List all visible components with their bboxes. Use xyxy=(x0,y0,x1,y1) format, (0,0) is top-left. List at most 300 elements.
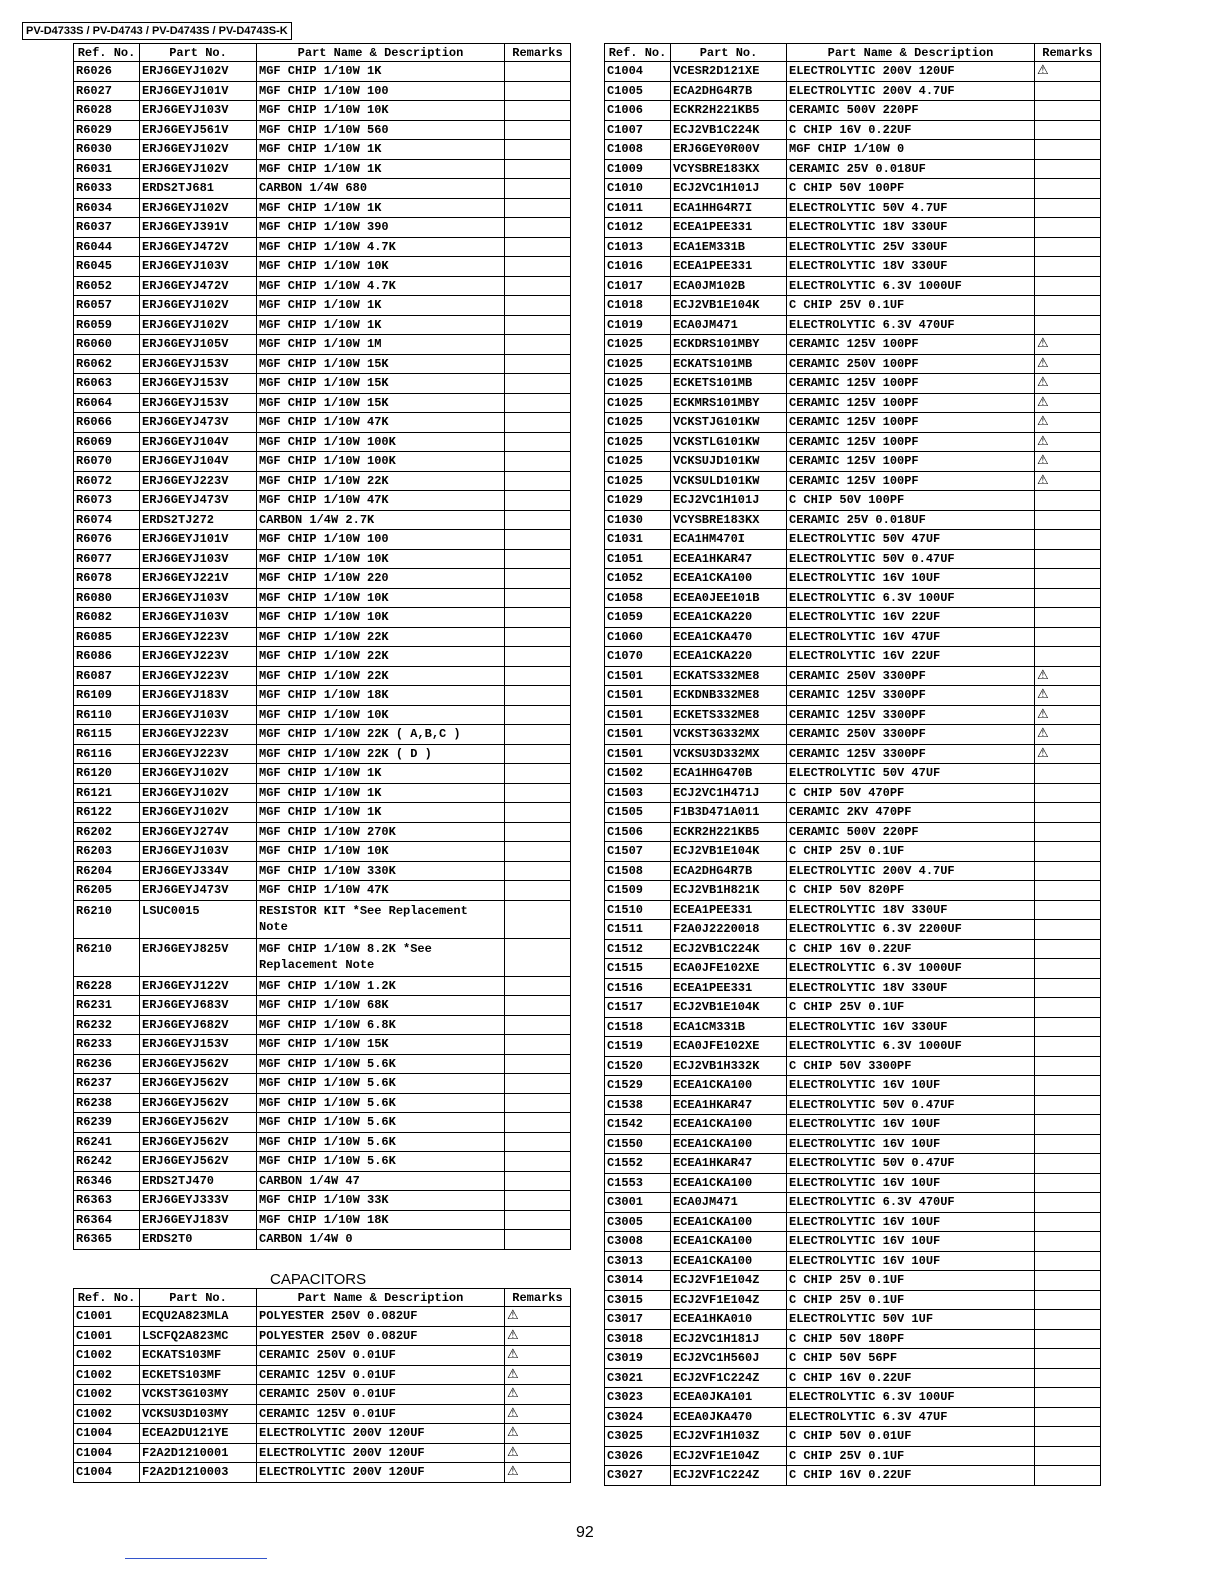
part-no-cell: ERJ6GEYJ103V xyxy=(140,705,257,725)
ref-no-cell: C3008 xyxy=(605,1232,671,1252)
remarks-cell xyxy=(1035,1076,1101,1096)
ref-no-cell: C3017 xyxy=(605,1310,671,1330)
remarks-cell xyxy=(505,608,571,628)
part-no-cell: ECEA1CKA220 xyxy=(671,647,787,667)
part-no-cell: ECA0JM102B xyxy=(671,276,787,296)
warning-icon: ⚠ xyxy=(505,1443,571,1463)
remarks-cell xyxy=(505,822,571,842)
warning-icon: ⚠ xyxy=(1035,471,1101,491)
remarks-cell xyxy=(505,900,571,938)
part-no-cell: ERJ6GEYJ103V xyxy=(140,549,257,569)
part-no-cell: ERJ6GEYJ183V xyxy=(140,686,257,706)
ref-no-cell: C1001 xyxy=(74,1307,140,1327)
part-no-cell: VCKSTJG101KW xyxy=(671,413,787,433)
part-no-cell: ECEA1PEE331 xyxy=(671,218,787,238)
part-no-cell: ECJ2VF1C224Z xyxy=(671,1368,787,1388)
description-cell: MGF CHIP 1/10W 4.7K xyxy=(257,276,505,296)
table-row xyxy=(605,920,1101,940)
remarks-header: Remarks xyxy=(505,44,571,62)
table-row xyxy=(605,803,1101,823)
part-no-cell: ERJ6GEYJ221V xyxy=(140,569,257,589)
remarks-cell xyxy=(1035,783,1101,803)
remarks-cell xyxy=(505,725,571,745)
table-row xyxy=(74,1074,571,1094)
table-row xyxy=(605,276,1101,296)
table-row xyxy=(74,120,571,140)
remarks-cell xyxy=(1035,842,1101,862)
ref-no-cell: C1553 xyxy=(605,1173,671,1193)
remarks-cell xyxy=(505,62,571,82)
description-cell: CERAMIC 125V 100PF xyxy=(787,413,1035,433)
part-no-cell: ECEA1CKA100 xyxy=(671,1251,787,1271)
part-no-cell: ECEA1CKA100 xyxy=(671,1232,787,1252)
warning-icon: ⚠ xyxy=(505,1307,571,1327)
remarks-cell xyxy=(1035,1310,1101,1330)
ref-no-cell: C1515 xyxy=(605,959,671,979)
description-cell: ELECTROLYTIC 18V 330UF xyxy=(787,978,1035,998)
ref-no-cell: C1501 xyxy=(605,705,671,725)
capacitor-table-left xyxy=(73,1288,571,1483)
table-row xyxy=(74,938,571,976)
remarks-cell xyxy=(1035,1232,1101,1252)
ref-no-cell: C1025 xyxy=(605,471,671,491)
part-no-cell: VCKST3G332MX xyxy=(671,725,787,745)
table-row xyxy=(605,179,1101,199)
ref-no-cell: C3005 xyxy=(605,1212,671,1232)
part-no-cell: ERJ6GEYJ101V xyxy=(140,81,257,101)
table-row xyxy=(605,608,1101,628)
ref-no-cell: R6027 xyxy=(74,81,140,101)
table-row xyxy=(605,1329,1101,1349)
part-no-cell: ECKATS103MF xyxy=(140,1346,257,1366)
remarks-cell xyxy=(505,179,571,199)
remarks-cell xyxy=(505,218,571,238)
part-no-cell: VCKSU3D332MX xyxy=(671,744,787,764)
part-no-cell: ECEA1CKA100 xyxy=(671,1115,787,1135)
description-cell: ELECTROLYTIC 200V 120UF xyxy=(787,62,1035,82)
part-no-cell: ECEA1PEE331 xyxy=(671,900,787,920)
ref-no-cell: C1552 xyxy=(605,1154,671,1174)
remarks-cell xyxy=(505,705,571,725)
ref-no-cell: C3015 xyxy=(605,1290,671,1310)
part-no-cell: ECKETS332ME8 xyxy=(671,705,787,725)
part-no-cell: VCKSU3D103MY xyxy=(140,1404,257,1424)
warning-icon: ⚠ xyxy=(1035,666,1101,686)
ref-no-cell: C1060 xyxy=(605,627,671,647)
part-no-cell: ECQU2A823MLA xyxy=(140,1307,257,1327)
table-row xyxy=(74,1463,571,1483)
ref-no-cell: R6237 xyxy=(74,1074,140,1094)
part-no-cell: ECKATS332ME8 xyxy=(671,666,787,686)
ref-no-cell: R6228 xyxy=(74,976,140,996)
warning-icon: ⚠ xyxy=(1035,413,1101,433)
ref-no-cell: C1001 xyxy=(74,1326,140,1346)
description-cell: MGF CHIP 1/10W 15K xyxy=(257,374,505,394)
part-no-cell: VCKSULD101KW xyxy=(671,471,787,491)
remarks-cell xyxy=(505,569,571,589)
table-row xyxy=(605,1076,1101,1096)
table-row xyxy=(74,666,571,686)
part-no-cell: ERJ6GEYJ223V xyxy=(140,744,257,764)
table-row xyxy=(605,725,1101,745)
table-row xyxy=(605,1017,1101,1037)
table-row xyxy=(74,491,571,511)
remarks-cell xyxy=(505,315,571,335)
part-no-cell: ERJ6GEYJ102V xyxy=(140,140,257,160)
part-no-cell: ECJ2VF1E104Z xyxy=(671,1290,787,1310)
description-cell: ELECTROLYTIC 200V 4.7UF xyxy=(787,861,1035,881)
description-cell: MGF CHIP 1/10W 1M xyxy=(257,335,505,355)
page-number: 92 xyxy=(576,1524,594,1541)
remarks-cell xyxy=(1035,179,1101,199)
part-no-cell: ECA0JFE102XE xyxy=(671,1037,787,1057)
part-no-cell: ERJ6GEYJ472V xyxy=(140,276,257,296)
description-cell: CERAMIC 250V 3300PF xyxy=(787,666,1035,686)
table-row xyxy=(605,900,1101,920)
ref-no-cell: R6231 xyxy=(74,996,140,1016)
part-no-cell: LSUC0015 xyxy=(140,900,257,938)
description-cell: ELECTROLYTIC 200V 120UF xyxy=(257,1443,505,1463)
table-row xyxy=(74,62,571,82)
ref-no-cell: R6037 xyxy=(74,218,140,238)
description-cell: ELECTROLYTIC 6.3V 470UF xyxy=(787,315,1035,335)
table-row xyxy=(74,647,571,667)
description-cell: CERAMIC 2KV 470PF xyxy=(787,803,1035,823)
description-cell: CERAMIC 25V 0.018UF xyxy=(787,510,1035,530)
description-cell: MGF CHIP 1/10W 1K xyxy=(257,803,505,823)
remarks-cell xyxy=(1035,1407,1101,1427)
table-row xyxy=(74,1152,571,1172)
part-no-cell: ECA0JFE102XE xyxy=(671,959,787,979)
remarks-cell xyxy=(505,976,571,996)
description-cell: ELECTROLYTIC 16V 330UF xyxy=(787,1017,1035,1037)
description-cell: C CHIP 25V 0.1UF xyxy=(787,296,1035,316)
description-cell: C CHIP 50V 100PF xyxy=(787,491,1035,511)
part-no-cell: ECEA1PEE331 xyxy=(671,257,787,277)
ref-no-cell: C1051 xyxy=(605,549,671,569)
description-cell: C CHIP 25V 0.1UF xyxy=(787,998,1035,1018)
remarks-cell xyxy=(1035,627,1101,647)
warning-icon: ⚠ xyxy=(505,1404,571,1424)
ref-no-cell: C1008 xyxy=(605,140,671,160)
remarks-cell xyxy=(505,413,571,433)
remarks-cell xyxy=(505,432,571,452)
remarks-cell xyxy=(1035,1037,1101,1057)
description-cell: ELECTROLYTIC 6.3V 100UF xyxy=(787,1388,1035,1408)
part-no-header: Part No. xyxy=(140,1289,257,1307)
description-cell: MGF CHIP 1/10W 47K xyxy=(257,413,505,433)
part-no-cell: ERJ6GEYJ153V xyxy=(140,354,257,374)
part-no-cell: ERJ6GEYJ223V xyxy=(140,471,257,491)
description-cell: ELECTROLYTIC 16V 10UF xyxy=(787,1212,1035,1232)
description-cell: ELECTROLYTIC 50V 1UF xyxy=(787,1310,1035,1330)
part-no-cell: ECJ2VF1E104Z xyxy=(671,1271,787,1291)
description-cell: MGF CHIP 1/10W 8.2K *See Replacement Note xyxy=(257,938,505,976)
table-row xyxy=(605,1173,1101,1193)
remarks-cell xyxy=(1035,920,1101,940)
warning-icon: ⚠ xyxy=(1035,374,1101,394)
description-cell: MGF CHIP 1/10W 15K xyxy=(257,393,505,413)
remarks-cell xyxy=(1035,569,1101,589)
table-row xyxy=(605,881,1101,901)
table-row xyxy=(605,198,1101,218)
ref-no-cell: C3014 xyxy=(605,1271,671,1291)
table-row xyxy=(605,1310,1101,1330)
part-no-cell: ECA1CM331B xyxy=(671,1017,787,1037)
remarks-cell xyxy=(1035,140,1101,160)
part-no-cell: ERJ6GEYJ102V xyxy=(140,159,257,179)
warning-icon: ⚠ xyxy=(1035,335,1101,355)
warning-icon: ⚠ xyxy=(505,1346,571,1366)
table-row xyxy=(74,374,571,394)
description-cell: MGF CHIP 1/10W 1K xyxy=(257,764,505,784)
remarks-cell xyxy=(1035,1388,1101,1408)
description-cell: MGF CHIP 1/10W 1K xyxy=(257,315,505,335)
ref-no-cell: R6072 xyxy=(74,471,140,491)
table-header-row xyxy=(74,44,571,62)
table-row xyxy=(74,569,571,589)
table-row xyxy=(74,783,571,803)
ref-no-cell: C1010 xyxy=(605,179,671,199)
part-no-cell: LSCFQ2A823MC xyxy=(140,1326,257,1346)
description-cell: ELECTROLYTIC 16V 10UF xyxy=(787,1232,1035,1252)
description-cell: MGF CHIP 1/10W 10K xyxy=(257,705,505,725)
part-no-cell: ERJ6GEYJ103V xyxy=(140,608,257,628)
description-cell: ELECTROLYTIC 200V 120UF xyxy=(257,1424,505,1444)
remarks-cell xyxy=(505,530,571,550)
part-no-cell: ERJ6GEYJ153V xyxy=(140,393,257,413)
ref-no-cell: C1025 xyxy=(605,413,671,433)
table-row xyxy=(605,686,1101,706)
part-no-cell: ECKR2H221KB5 xyxy=(671,822,787,842)
part-no-cell: ECJ2VB1C224K xyxy=(671,120,787,140)
table-row xyxy=(605,101,1101,121)
description-cell: ELECTROLYTIC 16V 22UF xyxy=(787,647,1035,667)
description-cell: CERAMIC 125V 3300PF xyxy=(787,686,1035,706)
part-no-cell: ERDS2T0 xyxy=(140,1230,257,1250)
table-row xyxy=(605,81,1101,101)
description-cell: CARBON 1/4W 0 xyxy=(257,1230,505,1250)
remarks-cell xyxy=(505,1035,571,1055)
remarks-cell xyxy=(1035,588,1101,608)
warning-icon: ⚠ xyxy=(505,1463,571,1483)
part-no-cell: ECEA0JEE101B xyxy=(671,588,787,608)
ref-no-header: Ref. No. xyxy=(605,44,671,62)
description-cell: MGF CHIP 1/10W 15K xyxy=(257,1035,505,1055)
ref-no-cell: R6115 xyxy=(74,725,140,745)
warning-icon: ⚠ xyxy=(1035,744,1101,764)
description-cell: MGF CHIP 1/10W 1K xyxy=(257,159,505,179)
part-no-cell: ECA2DHG4R7B xyxy=(671,81,787,101)
part-no-cell: ERJ6GEYJ153V xyxy=(140,374,257,394)
remarks-cell xyxy=(1035,959,1101,979)
ref-no-cell: C3019 xyxy=(605,1349,671,1369)
description-cell: MGF CHIP 1/10W 390 xyxy=(257,218,505,238)
description-cell: MGF CHIP 1/10W 560 xyxy=(257,120,505,140)
part-no-cell: ECEA1CKA220 xyxy=(671,608,787,628)
part-no-cell: ECEA1HKAR47 xyxy=(671,1154,787,1174)
part-no-cell: ERJ6GEYJ223V xyxy=(140,725,257,745)
part-no-cell: ECJ2VB1H332K xyxy=(671,1056,787,1076)
description-cell: MGF CHIP 1/10W 15K xyxy=(257,354,505,374)
warning-icon: ⚠ xyxy=(1035,354,1101,374)
ref-no-cell: R6080 xyxy=(74,588,140,608)
part-no-cell: ERJ6GEYJ102V xyxy=(140,803,257,823)
table-row xyxy=(74,1326,571,1346)
table-row xyxy=(605,374,1101,394)
table-row xyxy=(74,861,571,881)
part-no-cell: ERJ6GEYJ562V xyxy=(140,1152,257,1172)
description-cell: ELECTROLYTIC 6.3V 1000UF xyxy=(787,1037,1035,1057)
remarks-cell xyxy=(505,335,571,355)
warning-icon: ⚠ xyxy=(1035,452,1101,472)
description-cell: C CHIP 50V 3300PF xyxy=(787,1056,1035,1076)
table-row xyxy=(605,647,1101,667)
remarks-cell xyxy=(1035,1466,1101,1486)
part-no-cell: ECA1HM470I xyxy=(671,530,787,550)
remarks-cell xyxy=(505,1054,571,1074)
part-no-cell: ECEA1CKA100 xyxy=(671,1076,787,1096)
part-no-cell: VCKST3G103MY xyxy=(140,1385,257,1405)
table-row xyxy=(74,705,571,725)
table-row xyxy=(605,1290,1101,1310)
remarks-cell xyxy=(505,1132,571,1152)
table-row xyxy=(605,393,1101,413)
table-row xyxy=(605,939,1101,959)
part-no-cell: F2A2D1210003 xyxy=(140,1463,257,1483)
remarks-cell xyxy=(1035,881,1101,901)
table-row xyxy=(605,1368,1101,1388)
table-row xyxy=(74,179,571,199)
ref-no-cell: R6073 xyxy=(74,491,140,511)
ref-no-cell: C3023 xyxy=(605,1388,671,1408)
description-cell: ELECTROLYTIC 200V 120UF xyxy=(257,1463,505,1483)
ref-no-cell: C1025 xyxy=(605,432,671,452)
remarks-cell xyxy=(1035,1427,1101,1447)
part-no-cell: ERJ6GEYJ561V xyxy=(140,120,257,140)
description-cell: C CHIP 50V 180PF xyxy=(787,1329,1035,1349)
table-row xyxy=(605,257,1101,277)
part-no-cell: ERJ6GEYJ104V xyxy=(140,452,257,472)
table-row xyxy=(605,627,1101,647)
remarks-cell xyxy=(505,588,571,608)
description-cell: MGF CHIP 1/10W 5.6K xyxy=(257,1152,505,1172)
description-cell: MGF CHIP 1/10W 330K xyxy=(257,861,505,881)
ref-no-cell: R6070 xyxy=(74,452,140,472)
table-row xyxy=(605,432,1101,452)
description-cell: MGF CHIP 1/10W 1.2K xyxy=(257,976,505,996)
description-cell: MGF CHIP 1/10W 100 xyxy=(257,530,505,550)
ref-no-cell: C1011 xyxy=(605,198,671,218)
description-cell: C CHIP 50V 820PF xyxy=(787,881,1035,901)
remarks-cell xyxy=(505,627,571,647)
ref-no-cell: C1538 xyxy=(605,1095,671,1115)
remarks-cell xyxy=(1035,491,1101,511)
ref-no-cell: C1004 xyxy=(74,1463,140,1483)
part-no-cell: ECA1HHG470B xyxy=(671,764,787,784)
description-cell: MGF CHIP 1/10W 100K xyxy=(257,452,505,472)
remarks-cell xyxy=(505,744,571,764)
ref-no-cell: C1550 xyxy=(605,1134,671,1154)
ref-no-cell: R6363 xyxy=(74,1191,140,1211)
part-no-cell: ECJ2VC1H101J xyxy=(671,179,787,199)
table-row xyxy=(605,159,1101,179)
description-cell: MGF CHIP 1/10W 10K xyxy=(257,588,505,608)
description-cell: ELECTROLYTIC 16V 22UF xyxy=(787,608,1035,628)
remarks-cell xyxy=(1035,1095,1101,1115)
part-no-cell: VCESR2D121XE xyxy=(671,62,787,82)
part-no-cell: ECEA1CKA470 xyxy=(671,627,787,647)
warning-icon: ⚠ xyxy=(505,1385,571,1405)
part-no-cell: ERJ6GEYJ562V xyxy=(140,1093,257,1113)
description-cell: ELECTROLYTIC 50V 0.47UF xyxy=(787,1154,1035,1174)
ref-no-cell: C1005 xyxy=(605,81,671,101)
description-cell: CERAMIC 250V 100PF xyxy=(787,354,1035,374)
description-cell: MGF CHIP 1/10W 100 xyxy=(257,81,505,101)
ref-no-cell: R6031 xyxy=(74,159,140,179)
ref-no-cell: C1501 xyxy=(605,686,671,706)
description-cell: MGF CHIP 1/10W 22K ( A,B,C ) xyxy=(257,725,505,745)
table-row xyxy=(605,764,1101,784)
part-no-cell: ECJ2VB1E104K xyxy=(671,842,787,862)
part-no-cell: ERJ6GEYJ562V xyxy=(140,1132,257,1152)
table-row xyxy=(74,764,571,784)
ref-no-cell: R6059 xyxy=(74,315,140,335)
ref-no-cell: C1002 xyxy=(74,1404,140,1424)
part-no-cell: ERDS2TJ470 xyxy=(140,1171,257,1191)
remarks-cell xyxy=(505,647,571,667)
warning-icon: ⚠ xyxy=(1035,705,1101,725)
ref-no-cell: R6085 xyxy=(74,627,140,647)
part-no-cell: ECEA0JKA101 xyxy=(671,1388,787,1408)
table-row xyxy=(74,1404,571,1424)
ref-no-cell: R6346 xyxy=(74,1171,140,1191)
part-no-cell: ERJ6GEYJ103V xyxy=(140,588,257,608)
description-cell: ELECTROLYTIC 16V 10UF xyxy=(787,569,1035,589)
description-cell: POLYESTER 250V 0.082UF xyxy=(257,1326,505,1346)
part-no-cell: ECEA1HKAR47 xyxy=(671,549,787,569)
table-row xyxy=(605,783,1101,803)
description-cell: ELECTROLYTIC 50V 0.47UF xyxy=(787,1095,1035,1115)
ref-no-cell: C1518 xyxy=(605,1017,671,1037)
table-row xyxy=(605,218,1101,238)
description-cell: ELECTROLYTIC 6.3V 47UF xyxy=(787,1407,1035,1427)
ref-no-cell: R6030 xyxy=(74,140,140,160)
ref-no-cell: R6210 xyxy=(74,938,140,976)
remarks-cell xyxy=(1035,1349,1101,1369)
part-no-cell: ERJ6GEYJ223V xyxy=(140,627,257,647)
remarks-cell xyxy=(505,1152,571,1172)
part-no-cell: ECKDRS101MBY xyxy=(671,335,787,355)
description-cell: MGF CHIP 1/10W 22K xyxy=(257,627,505,647)
part-no-cell: ECJ2VC1H101J xyxy=(671,491,787,511)
remarks-cell xyxy=(505,471,571,491)
part-no-cell: ECJ2VC1H181J xyxy=(671,1329,787,1349)
ref-no-cell: R6074 xyxy=(74,510,140,530)
description-cell: MGF CHIP 1/10W 22K xyxy=(257,471,505,491)
description-cell: MGF CHIP 1/10W 1K xyxy=(257,783,505,803)
ref-no-cell: C1004 xyxy=(74,1424,140,1444)
remarks-cell xyxy=(505,881,571,901)
part-no-cell: ECA0JM471 xyxy=(671,315,787,335)
remarks-cell xyxy=(505,101,571,121)
ref-no-cell: C1507 xyxy=(605,842,671,862)
description-cell: C CHIP 16V 0.22UF xyxy=(787,939,1035,959)
table-row xyxy=(74,822,571,842)
remarks-cell xyxy=(505,1113,571,1133)
description-cell: C CHIP 16V 0.22UF xyxy=(787,120,1035,140)
remarks-cell xyxy=(505,374,571,394)
